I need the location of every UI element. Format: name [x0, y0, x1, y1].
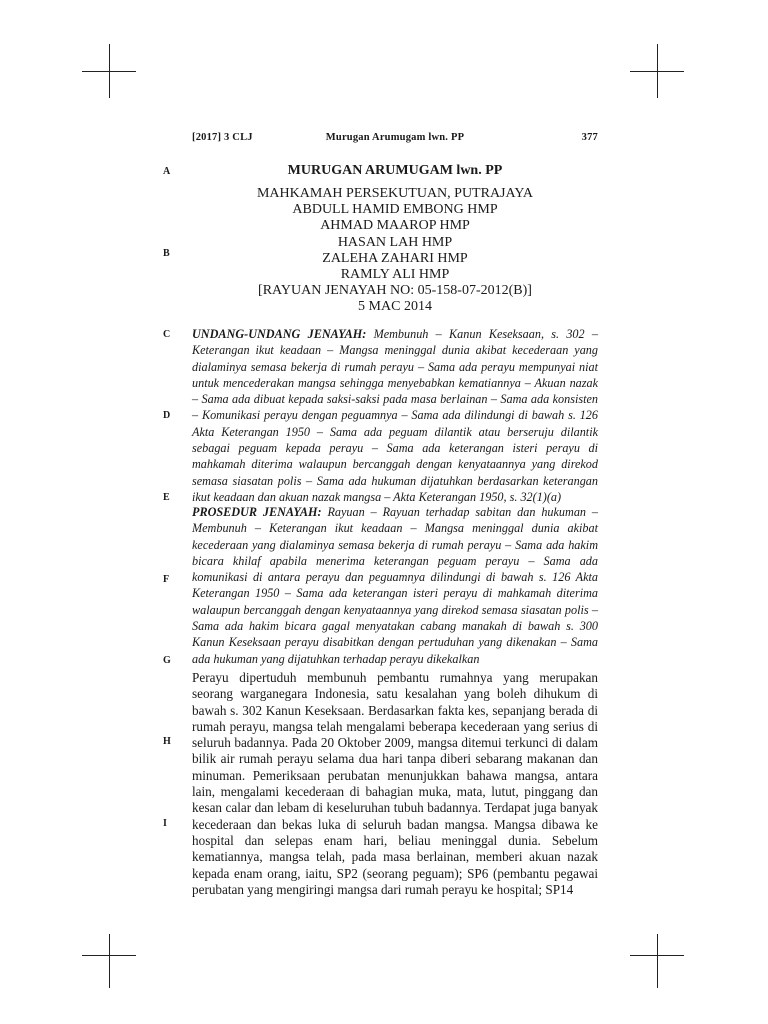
- margin-letter-d: D: [163, 410, 171, 421]
- judge-name: RAMLY ALI HMP: [340, 267, 450, 283]
- case-title: MURUGAN ARUMUGAM lwn. PP: [287, 163, 503, 178]
- crop-mark-bottom-right-vertical: [657, 934, 658, 988]
- judge-name: ZALEHA ZAHARI HMP: [322, 250, 468, 266]
- crop-mark-bottom-left-horizontal: [82, 955, 136, 956]
- catchword-paragraph: [192, 326, 598, 505]
- margin-letter-a: A: [163, 166, 171, 177]
- running-head-citation: [2017] 3 CLJ: [192, 132, 253, 143]
- margin-letter-g: G: [163, 655, 171, 666]
- judge-name: ABDULL HAMID EMBONG HMP: [292, 202, 498, 218]
- catchword-label: UNDANG-UNDANG JENAYAH:: [192, 327, 367, 341]
- running-head: [192, 132, 598, 150]
- margin-letter-c: C: [163, 329, 171, 340]
- decision-date: 5 MAC 2014: [358, 299, 432, 315]
- judge-name: AHMAD MAAROP HMP: [320, 218, 470, 234]
- appeal-number: [RAYUAN JENAYAH NO: 05-158-07-2012(B)]: [258, 283, 532, 299]
- crop-mark-bottom-right-horizontal: [630, 955, 684, 956]
- judge-name: HASAN LAH HMP: [337, 234, 453, 250]
- margin-letter-e: E: [163, 492, 170, 503]
- margin-letter-f: F: [163, 574, 170, 585]
- court-name: MAHKAMAH PERSEKUTUAN, PUTRAJAYA: [256, 186, 533, 201]
- margin-letter-h: H: [163, 736, 171, 747]
- headnote-body: Perayu dipertuduh membunuh pembantu rumahnya yang merupakan seorang warganegara Indonesia, satu kesalahan yang boleh dihukum di bawah s. 302 Kanun Keseksaan. Berdasarkan fakta kes, sepanjang berada di rumah perayu, mangsa telah mengalami beberapa kecederaan yang serius di seluruh badannya. Pada 20 Oktober 2009, mangsa ditemui terkunci di dalam bilik air rumah perayu selama dua hari tanpa diberi sebarang makanan dan minuman. Pemeriksaan perubatan menunjukkan bahawa mangsa, antara lain, mengalami kecederaan di bahagian muka, mata, lutut, pinggang dan kesan calar dan lebam di keseluruhan tubuh badannya. Terdapat juga banyak kecederaan dan bekas luka di seluruh badan mangsa. Mangsa dibawa ke hospital dan selepas enam hari, beliau meninggal dunia. Sebelum kematiannya, mangsa telah, pada masa berlainan, memberi akuan nazak kepada enam orang, iaitu, SP2 (seorang peguam); SP6 (pembantu pegawai perubatan yang mengiringi mangsa dari rumah perayu ke hospital; SP14: [192, 670, 598, 897]
- crop-mark-bottom-left-vertical: [109, 934, 110, 988]
- crop-mark-top-left-horizontal: [82, 71, 136, 72]
- catchword-text: Rayuan – Rayuan terhadap sabitan dan hukuman – Membunuh – Keterangan ikut keadaan – Mangsa meninggal dunia akibat kecederaan yang dialaminya semasa bekerja di rumah perayu – Sama ada hakim bicara khilaf apabila menerima keterangan peguam perayu – Sama ada komunikasi di antara perayu dan peguamnya dilindungi di bawah s. 126 Akta Keterangan 1950 – Sama ada keterangan isteri perayu di mahkamah diterima walaupun bercanggah dengan kenyataannya yang direkod semasa siasatan polis – Sama ada hakim bicara gagal menyatakan cabang manakah di bawah s. 300 Kanun Keseksaan perayu disabitkan dengan pertuduhan yang dikenakan – Sama ada hukuman yang dijatuhkan terhadap perayu dikekalkan: [192, 505, 598, 666]
- court-bench: [192, 186, 598, 316]
- catchword-text: Membunuh – Kanun Keseksaan, s. 302 – Keterangan ikut keadaan – Mangsa meninggal dunia akibat kecederaan yang dialaminya semasa bekerja di rumah perayu – Sama ada perayu mempunyai niat untuk mencederakan mangsa sehingga menyebabkan kematiannya – Akuan nazak – Sama ada dibuat kepada saksi-saksi pada masa berlainan – Sama ada konsisten – Komunikasi perayu dengan peguamnya – Sama ada dilindungi di bawah s. 126 Akta Keterangan 1950 – Sama ada peguam dilantik atau berseruju dilantik sebagai peguam kepada perayu – Sama ada keterangan isteri perayu di mahkamah diterima walaupun bercanggah dengan kenyataannya yang direkod semasa siasatan polis – Sama ada hukuman dijatuhkan berdasarkan keterangan ikut keadaan dan akuan nazak mangsa – Akta Keterangan 1950, s. 32(1)(a): [192, 327, 598, 504]
- catchword-paragraph: [192, 504, 598, 667]
- running-head-case: Murugan Arumugam lwn. PP: [325, 132, 465, 143]
- margin-letter-i: I: [163, 818, 167, 829]
- catchword-label: PROSEDUR JENAYAH:: [192, 505, 322, 519]
- page-number: 377: [581, 132, 598, 143]
- margin-letter-b: B: [163, 248, 170, 259]
- crop-mark-top-right-horizontal: [630, 71, 684, 72]
